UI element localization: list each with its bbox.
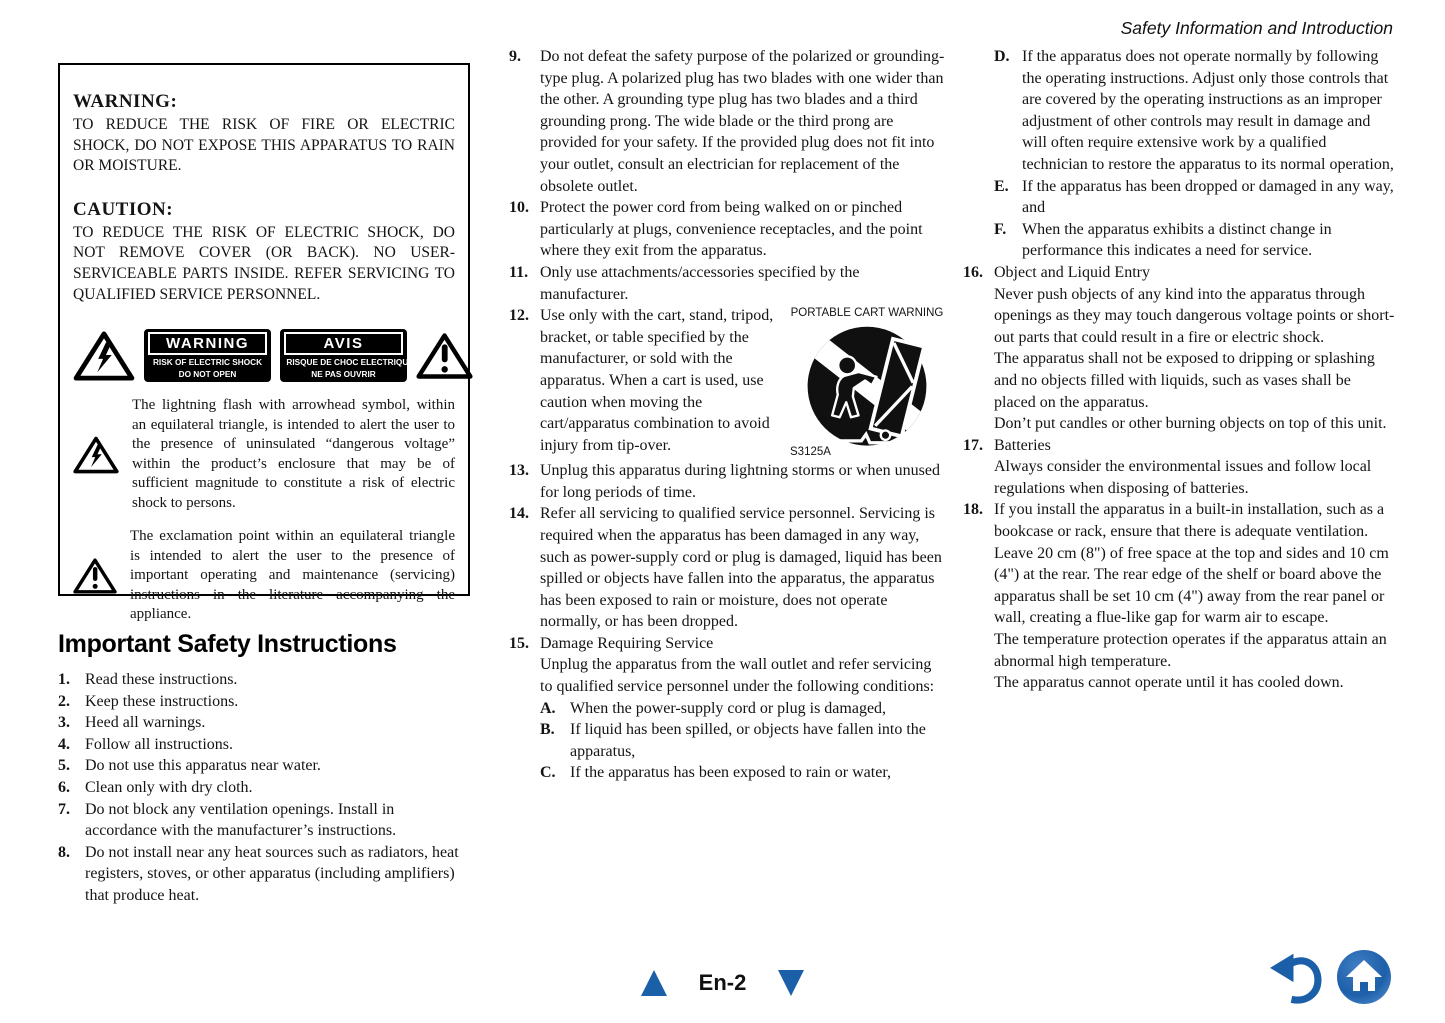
lightning-note-text: The lightning flash with arrowhead symbol, within an equilateral triangle, is intended to alert the user to the presence of uninsulated “dangerous voltage” within the product’s enclosure that may be of sufficient magnitude to constitute a risk of electric shock to persons.	[132, 397, 455, 511]
list-item: 2. Keep these instructions.	[58, 692, 239, 710]
portable-cart-figure	[788, 307, 946, 458]
list-item: 13. Unplug this apparatus during lightning storms or when unused for long periods of time.	[509, 462, 940, 501]
sub-item: D. If the apparatus does not operate normally by following the operating instructions. Adjust only those controls that are covered by the operating instructions as an improper adjustment of other controls may result in damage and will often require extensive work by a qualified technician to restore the apparatus to its normal operation,	[994, 48, 1394, 173]
portable-cart-caption: PORTABLE CART WARNING	[790, 307, 944, 320]
list-item: 5. Do not use this apparatus near water.	[58, 757, 321, 775]
page-navigation	[0, 970, 1445, 996]
page-up-icon[interactable]	[641, 970, 667, 996]
sub-item: C. If the apparatus has been exposed to rain or water,	[540, 764, 892, 782]
right-column	[963, 46, 1395, 694]
warning-symbols-row	[73, 329, 455, 382]
portable-cart-icon	[801, 322, 933, 456]
lightning-note	[73, 396, 455, 513]
warning-text: TO REDUCE THE RISK OF FIRE OR ELECTRIC SHOCK, DO NOT EXPOSE THIS APPARATUS TO RAIN OR MOISTURE.	[73, 116, 455, 175]
list-item: 17. Batteries Always consider the environmental issues and follow local regulations when disposing of batteries.	[963, 436, 1372, 497]
exclamation-triangle-icon	[416, 330, 473, 382]
portable-cart-code: S3125A	[790, 446, 831, 459]
left-column	[58, 63, 470, 907]
avis-label-line2: NE PAS OUVRIR	[311, 368, 376, 379]
avis-label-line1: RISQUE DE CHOC ELECTRIQUE	[286, 356, 414, 367]
avis-label-title: AVIS	[284, 332, 403, 354]
exclamation-triangle-small-icon	[73, 557, 117, 595]
corner-navigation	[1267, 948, 1393, 1006]
list-item: 16. Object and Liquid Entry Never push objects of any kind into the apparatus through openings as they may touch dangerous voltage points or short-out parts that could result in a fire or electric shock. The apparatus shall not be exposed to dripping or splashing and no objects filled with liquids, such as vases shall be placed on the apparatus. Don’t put candles or other burning objects on top of this unit.	[963, 263, 1395, 433]
list-item: 4. Follow all instructions.	[58, 735, 233, 753]
page-down-icon[interactable]	[778, 970, 804, 996]
item15-continued-subs	[994, 46, 1395, 262]
list-item: 14. Refer all servicing to qualified service personnel. Servicing is required when the apparatus has been damaged in any way, such as power-supply cord or plug is damaged, liquid has been spilled or objects have fallen into the apparatus, the apparatus has been exposed to rain or moisture, does not operate normally, or has been dropped.	[509, 505, 942, 631]
lightning-triangle-icon	[73, 330, 135, 382]
section-title: Important Safety Instructions	[58, 630, 397, 658]
home-icon[interactable]	[1335, 948, 1393, 1006]
item15-body: Unplug the apparatus from the wall outlet and refer servicing to qualified service personnel under the following conditions:	[540, 656, 935, 696]
list-item: 7. Do not block any ventilation openings. Install in accordance with the manufacturer’s instructions.	[58, 800, 397, 840]
list-item: 3. Heed all warnings.	[58, 714, 206, 732]
item15-lead: Damage Requiring Service	[540, 634, 714, 652]
warning-label	[144, 329, 271, 382]
warning-heading: WARNING:	[73, 91, 178, 112]
sub-item: F. When the apparatus exhibits a distinct change in performance this indicates a need for service.	[994, 220, 1332, 260]
list-item-cart: 12. PORTABLE CART WARNING S3125A Use only with the cart, stand, tripod, bracket, or table specified by the manufacturer, or sold with the apparatus. When a cart is used, use caution when moving the cart/apparatus combination to avoid injury from tip-over.	[509, 305, 946, 460]
list-item: 9. Do not defeat the safety purpose of the polarized or grounding-type plug. A polarized plug has two blades with one wider than the other. A grounding type plug has two blades and a third grounding prong. The wide blade or the third prong are provided for your safety. If the provided plug does not fit into your outlet, consult an electrician for replacement of the obsolete outlet.	[509, 48, 945, 195]
list-item: 6. Clean only with dry cloth.	[58, 778, 253, 796]
sub-item: A. When the power-supply cord or plug is damaged,	[540, 699, 887, 717]
warning-label-line1: RISK OF ELECTRIC SHOCK	[152, 356, 263, 367]
sub-item: B. If liquid has been spilled, or objects have fallen into the apparatus,	[540, 721, 926, 760]
lightning-triangle-small-icon	[73, 435, 119, 475]
caution-text: TO REDUCE THE RISK OF ELECTRIC SHOCK, DO NOT REMOVE COVER (OR BACK). NO USER-SERVICEABLE PARTS INSIDE. REFER SERVICING TO QUALIFIED SERVICE PERSONNEL.	[73, 223, 455, 303]
page-header-title: Safety Information and Introduction	[1120, 18, 1393, 38]
warning-label-title: WARNING	[148, 332, 267, 354]
list-item: 18. If you install the apparatus in a built-in installation, such as a bookcase or rack, ensure that there is adequate ventilation. Leave 20 cm (8") of free space at the top and sides and 10 cm (4") at the rear. The rear edge of the shelf or board above the apparatus shall be set 10 cm (4") away from the rear panel or wall, creating a flue-like gap for warm air to escape. The temperature protection operates if the apparatus attain an abnormal high temperature. The apparatus cannot operate until it has cooled down.	[963, 501, 1389, 692]
warning-label-line2: DO NOT OPEN	[178, 368, 237, 379]
list-item: 1. Read these instructions.	[58, 671, 238, 688]
sub-item: E. If the apparatus has been dropped or damaged in any way, and	[994, 177, 1394, 217]
exclamation-note	[73, 527, 455, 625]
list-item: 10. Protect the power cord from being walked on or pinched particularly at plugs, convenience receptacles, and the point where they exit from the apparatus.	[509, 199, 923, 260]
page-number-label: En-2	[698, 970, 747, 995]
avis-label	[280, 329, 414, 382]
caution-heading: CAUTION:	[73, 198, 174, 220]
middle-column	[509, 46, 946, 784]
list-item: 8. Do not install near any heat sources such as radiators, heat registers, stoves, or other apparatus (including amplifiers) that produce heat.	[58, 843, 459, 904]
warning-box	[58, 63, 470, 623]
list-item: 11. Only use attachments/accessories specified by the manufacturer.	[509, 263, 860, 303]
exclamation-note-text: The exclamation point within an equilateral triangle is intended to alert the user to the presence of important operating and maintenance (servicing) instructions in the literature accompanying the appliance.	[130, 528, 455, 623]
list-item: 15. Damage Requiring Service Unplug the apparatus from the wall outlet and refer servicing to qualified service personnel under the following conditions: A. When the power-supply cord or plug is damaged, B. If liquid has been spilled, or objects have fallen into the apparatus, C. If the apparatus has been exposed to rain or water,	[509, 633, 946, 784]
back-icon[interactable]	[1267, 950, 1322, 1004]
